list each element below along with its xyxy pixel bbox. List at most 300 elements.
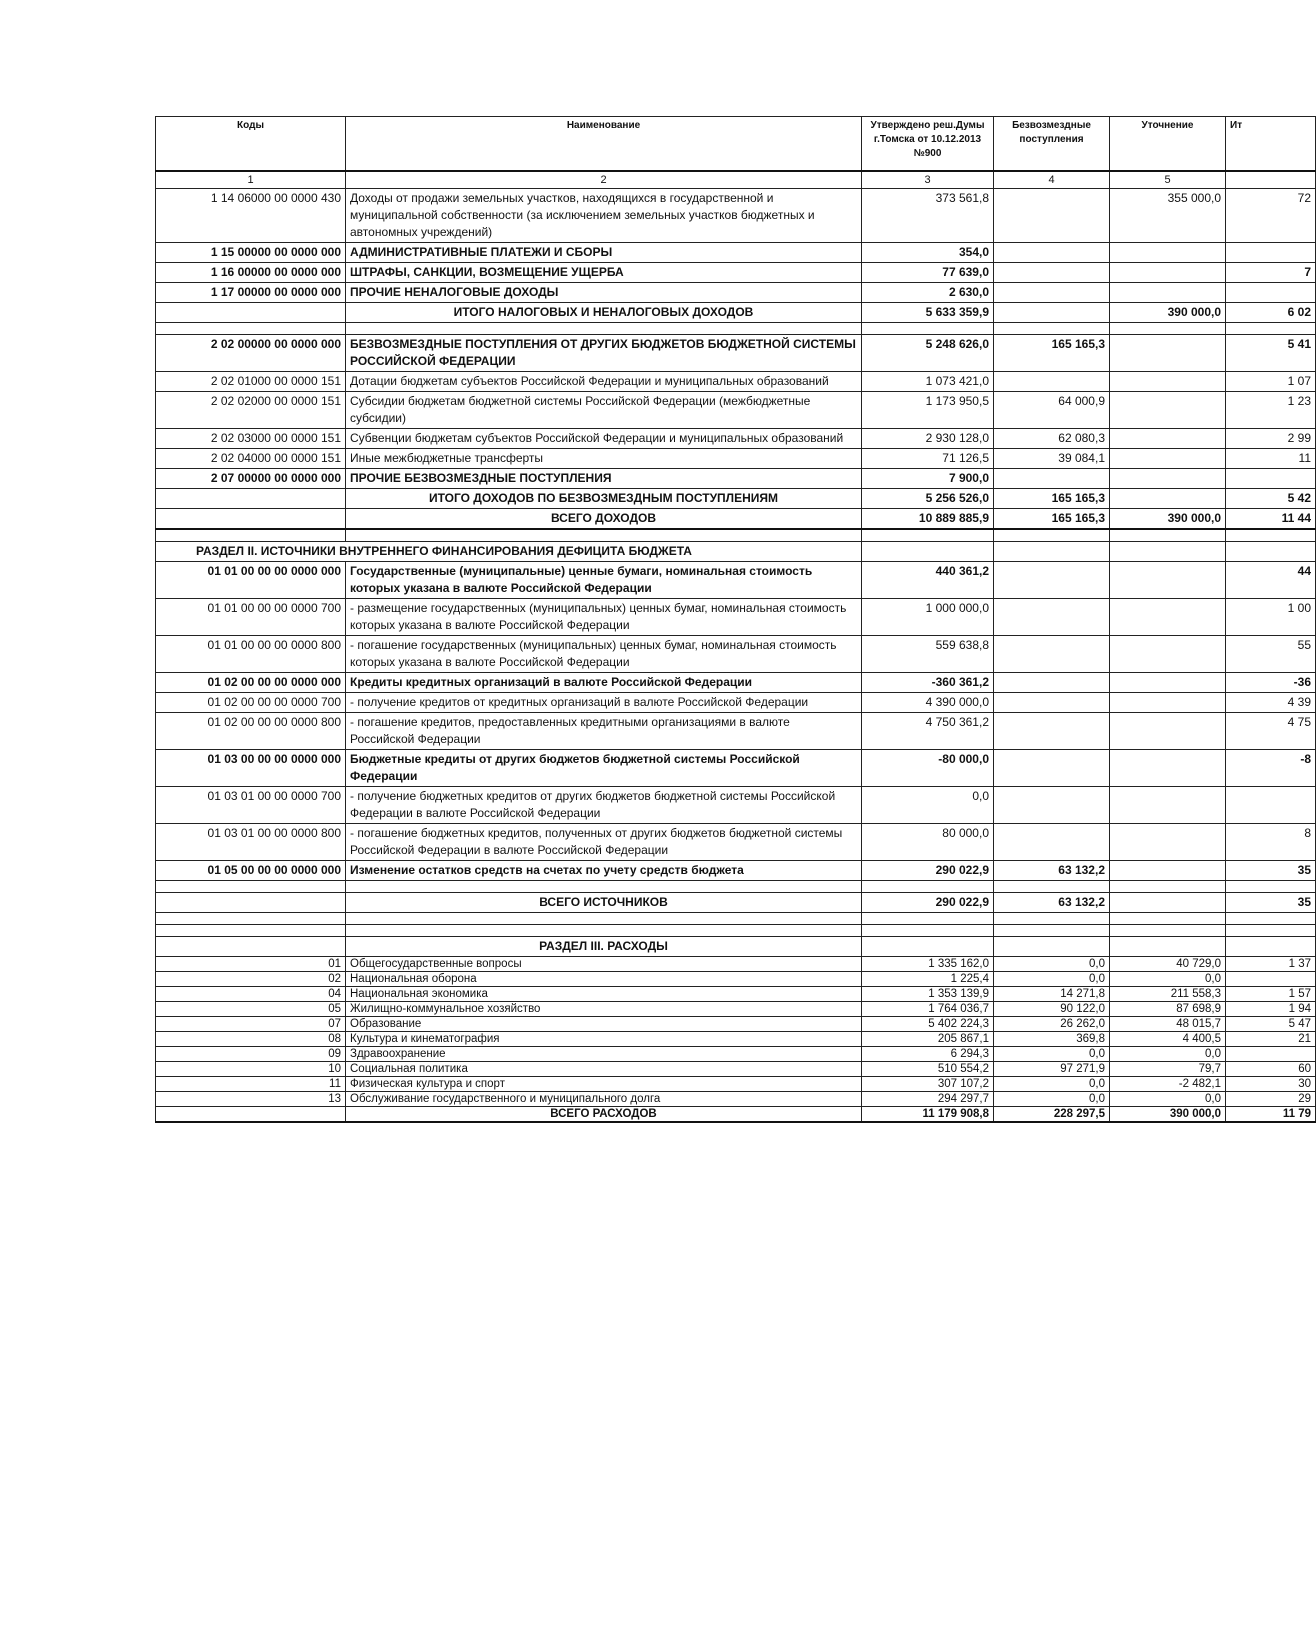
total-approved-value: 5 633 359,9: [862, 303, 994, 323]
row-clarification-value: 79,7: [1110, 1062, 1226, 1077]
row-name: Государственные (муниципальные) ценные бумаги, номинальная стоимость которых указана в валюте Российской Федерации: [346, 562, 862, 599]
row-code: 02: [156, 972, 346, 987]
section-empty-cell: [1110, 937, 1226, 957]
row-gratuitous-value: [994, 283, 1110, 303]
row-code: 10: [156, 1062, 346, 1077]
spacer-cell: [1226, 913, 1316, 925]
total-gratuitous-value: 228 297,5: [994, 1107, 1110, 1123]
row-code: 01 03 01 00 00 0000 700: [156, 787, 346, 824]
row-total-value: 55: [1226, 636, 1316, 673]
row-approved-value: 71 126,5: [862, 449, 994, 469]
row-clarification-value: [1110, 392, 1226, 429]
row-name: АДМИНИСТРАТИВНЫЕ ПЛАТЕЖИ И СБОРЫ: [346, 243, 862, 263]
row-name: ШТРАФЫ, САНКЦИИ, ВОЗМЕЩЕНИЕ УЩЕРБА: [346, 263, 862, 283]
budget-table-sheet: [155, 116, 1311, 1123]
row-approved-value: 4 390 000,0: [862, 693, 994, 713]
spacer-row: [156, 529, 1316, 542]
spacer-cell: [346, 913, 862, 925]
section-heading-row: [156, 937, 1316, 957]
total-total-value: 6 02: [1226, 303, 1316, 323]
total-clarification-value: [1110, 489, 1226, 509]
header-name: Наименование: [346, 117, 862, 172]
total-gratuitous-value: 165 165,3: [994, 509, 1110, 530]
row-approved-value: 80 000,0: [862, 824, 994, 861]
table-row: [156, 599, 1316, 636]
spacer-cell: [862, 529, 994, 542]
row-name: Иные межбюджетные трансферты: [346, 449, 862, 469]
row-code: 01 01 00 00 00 0000 700: [156, 599, 346, 636]
spacer-cell: [994, 323, 1110, 335]
spacer-cell: [1226, 925, 1316, 937]
spacer-row: [156, 323, 1316, 335]
total-gratuitous-value: 165 165,3: [994, 489, 1110, 509]
row-code: 1 15 00000 00 0000 000: [156, 243, 346, 263]
row-gratuitous-value: 64 000,9: [994, 392, 1110, 429]
row-approved-value: 2 630,0: [862, 283, 994, 303]
row-approved-value: 1 335 162,0: [862, 957, 994, 972]
total-total-value: 11 44: [1226, 509, 1316, 530]
table-row: [156, 1047, 1316, 1062]
total-approved-value: 10 889 885,9: [862, 509, 994, 530]
row-approved-value: 440 361,2: [862, 562, 994, 599]
section-empty-cell: [1226, 937, 1316, 957]
row-code: 2 07 00000 00 0000 000: [156, 469, 346, 489]
row-clarification-value: [1110, 787, 1226, 824]
table-row: [156, 750, 1316, 787]
row-gratuitous-value: [994, 243, 1110, 263]
row-gratuitous-value: [994, 787, 1110, 824]
total-row: [156, 893, 1316, 913]
row-clarification-value: [1110, 599, 1226, 636]
spacer-cell: [346, 323, 862, 335]
table-row: [156, 824, 1316, 861]
row-approved-value: 4 750 361,2: [862, 713, 994, 750]
row-total-value: 44: [1226, 562, 1316, 599]
total-code: [156, 489, 346, 509]
row-total-value: 2 99: [1226, 429, 1316, 449]
table-row: [156, 283, 1316, 303]
row-code: 08: [156, 1032, 346, 1047]
table-row: [156, 861, 1316, 881]
table-row: [156, 469, 1316, 489]
row-code: 01 02 00 00 00 0000 000: [156, 673, 346, 693]
total-approved-value: 5 256 526,0: [862, 489, 994, 509]
section-empty-cell: [862, 937, 994, 957]
spacer-cell: [346, 925, 862, 937]
row-approved-value: 354,0: [862, 243, 994, 263]
row-total-value: 21: [1226, 1032, 1316, 1047]
row-clarification-value: 0,0: [1110, 1047, 1226, 1062]
row-gratuitous-value: [994, 750, 1110, 787]
table-row: [156, 189, 1316, 243]
row-code: 04: [156, 987, 346, 1002]
section-empty-cell: [1110, 542, 1226, 562]
row-approved-value: 307 107,2: [862, 1077, 994, 1092]
row-name: Общегосударственные вопросы: [346, 957, 862, 972]
spacer-cell: [156, 925, 346, 937]
row-gratuitous-value: [994, 189, 1110, 243]
table-row: [156, 693, 1316, 713]
row-clarification-value: [1110, 429, 1226, 449]
spacer-cell: [862, 925, 994, 937]
row-gratuitous-value: [994, 713, 1110, 750]
row-code: 01 05 00 00 00 0000 000: [156, 861, 346, 881]
total-approved-value: 290 022,9: [862, 893, 994, 913]
total-code: [156, 893, 346, 913]
table-row: [156, 335, 1316, 372]
row-code: 2 02 02000 00 0000 151: [156, 392, 346, 429]
section-code: [156, 937, 346, 957]
row-clarification-value: [1110, 824, 1226, 861]
section-empty-cell: [862, 542, 994, 562]
row-total-value: -36: [1226, 673, 1316, 693]
total-gratuitous-value: [994, 303, 1110, 323]
row-name: - погашение государственных (муниципальных) ценных бумаг, номинальная стоимость которых указана в валюте Российской Федерации: [346, 636, 862, 673]
row-approved-value: 6 294,3: [862, 1047, 994, 1062]
spacer-row: [156, 925, 1316, 937]
header-total: Ит: [1226, 117, 1316, 172]
row-gratuitous-value: 14 271,8: [994, 987, 1110, 1002]
total-clarification-value: 390 000,0: [1110, 1107, 1226, 1123]
row-approved-value: 1 353 139,9: [862, 987, 994, 1002]
row-total-value: 1 07: [1226, 372, 1316, 392]
section-empty-cell: [994, 937, 1110, 957]
table-row: [156, 636, 1316, 673]
row-total-value: 1 23: [1226, 392, 1316, 429]
row-total-value: 30: [1226, 1077, 1316, 1092]
row-clarification-value: 0,0: [1110, 972, 1226, 987]
row-gratuitous-value: [994, 673, 1110, 693]
row-name: Субсидии бюджетам бюджетной системы Российской Федерации (межбюджетные субсидии): [346, 392, 862, 429]
row-name: Дотации бюджетам субъектов Российской Федерации и муниципальных образований: [346, 372, 862, 392]
header-clarification: Уточнение: [1110, 117, 1226, 172]
row-code: 2 02 04000 00 0000 151: [156, 449, 346, 469]
spacer-cell: [1110, 925, 1226, 937]
row-total-value: 1 00: [1226, 599, 1316, 636]
row-code: 05: [156, 1002, 346, 1017]
row-total-value: [1226, 243, 1316, 263]
row-name: Доходы от продажи земельных участков, находящихся в государственной и муниципальной собственности (за исключением земельных участков бюджетных и автономных учреждений): [346, 189, 862, 243]
row-total-value: 1 37: [1226, 957, 1316, 972]
row-clarification-value: 211 558,3: [1110, 987, 1226, 1002]
row-total-value: 35: [1226, 861, 1316, 881]
row-gratuitous-value: 165 165,3: [994, 335, 1110, 372]
row-gratuitous-value: 39 084,1: [994, 449, 1110, 469]
row-total-value: 11: [1226, 449, 1316, 469]
row-approved-value: 0,0: [862, 787, 994, 824]
total-row: [156, 1107, 1316, 1123]
row-total-value: -8: [1226, 750, 1316, 787]
row-approved-value: 2 930 128,0: [862, 429, 994, 449]
total-clarification-value: 390 000,0: [1110, 303, 1226, 323]
total-label: ВСЕГО ИСТОЧНИКОВ: [346, 893, 862, 913]
table-row: [156, 372, 1316, 392]
total-clarification-value: [1110, 893, 1226, 913]
section-empty-cell: [994, 542, 1110, 562]
row-code: 01 03 01 00 00 0000 800: [156, 824, 346, 861]
section-heading-row: [156, 542, 1316, 562]
header-codes: Коды: [156, 117, 346, 172]
total-row: [156, 509, 1316, 530]
row-clarification-value: [1110, 283, 1226, 303]
table-row: [156, 1077, 1316, 1092]
row-approved-value: 5 248 626,0: [862, 335, 994, 372]
row-clarification-value: 355 000,0: [1110, 189, 1226, 243]
row-code: 07: [156, 1017, 346, 1032]
row-gratuitous-value: [994, 636, 1110, 673]
row-clarification-value: [1110, 693, 1226, 713]
row-clarification-value: [1110, 750, 1226, 787]
row-total-value: [1226, 469, 1316, 489]
section-empty-cell: [1226, 542, 1316, 562]
budget-table: [155, 116, 1316, 1123]
header-row: [156, 117, 1316, 172]
table-row: [156, 1002, 1316, 1017]
row-clarification-value: [1110, 243, 1226, 263]
row-name: Образование: [346, 1017, 862, 1032]
row-gratuitous-value: 97 271,9: [994, 1062, 1110, 1077]
spacer-cell: [156, 529, 346, 542]
total-row: [156, 489, 1316, 509]
row-approved-value: 5 402 224,3: [862, 1017, 994, 1032]
spacer-cell: [1226, 881, 1316, 893]
row-name: Изменение остатков средств на счетах по учету средств бюджета: [346, 861, 862, 881]
row-clarification-value: 40 729,0: [1110, 957, 1226, 972]
column-number: 3: [862, 171, 994, 189]
row-total-value: 29: [1226, 1092, 1316, 1107]
row-name: - размещение государственных (муниципальных) ценных бумаг, номинальная стоимость которых указана в валюте Российской Федерации: [346, 599, 862, 636]
row-code: 1 14 06000 00 0000 430: [156, 189, 346, 243]
total-total-value: 35: [1226, 893, 1316, 913]
spacer-cell: [1110, 323, 1226, 335]
total-total-value: 11 79: [1226, 1107, 1316, 1123]
row-gratuitous-value: [994, 693, 1110, 713]
table-row: [156, 987, 1316, 1002]
total-row: [156, 303, 1316, 323]
row-approved-value: 294 297,7: [862, 1092, 994, 1107]
column-number: 2: [346, 171, 862, 189]
table-row: [156, 1017, 1316, 1032]
row-approved-value: 7 900,0: [862, 469, 994, 489]
spacer-cell: [994, 529, 1110, 542]
row-approved-value: 1 173 950,5: [862, 392, 994, 429]
spacer-cell: [862, 881, 994, 893]
row-name: - получение бюджетных кредитов от других бюджетов бюджетной системы Российской Федерации в валюте Российской Федерации: [346, 787, 862, 824]
table-row: [156, 449, 1316, 469]
table-row: [156, 972, 1316, 987]
row-code: 01 02 00 00 00 0000 800: [156, 713, 346, 750]
row-clarification-value: [1110, 372, 1226, 392]
row-name: ПРОЧИЕ НЕНАЛОГОВЫЕ ДОХОДЫ: [346, 283, 862, 303]
spacer-cell: [156, 881, 346, 893]
total-label: ВСЕГО РАСХОДОВ: [346, 1107, 862, 1123]
column-number: [1226, 171, 1316, 189]
row-approved-value: -360 361,2: [862, 673, 994, 693]
row-code: 2 02 01000 00 0000 151: [156, 372, 346, 392]
column-number: 1: [156, 171, 346, 189]
table-row: [156, 392, 1316, 429]
row-clarification-value: [1110, 713, 1226, 750]
row-approved-value: 205 867,1: [862, 1032, 994, 1047]
row-code: 01 01 00 00 00 0000 000: [156, 562, 346, 599]
row-name: Социальная политика: [346, 1062, 862, 1077]
row-clarification-value: [1110, 636, 1226, 673]
row-approved-value: 290 022,9: [862, 861, 994, 881]
row-clarification-value: 87 698,9: [1110, 1002, 1226, 1017]
row-code: 01 03 00 00 00 0000 000: [156, 750, 346, 787]
table-row: [156, 1062, 1316, 1077]
total-label: ИТОГО НАЛОГОВЫХ И НЕНАЛОГОВЫХ ДОХОДОВ: [346, 303, 862, 323]
row-code: 2 02 03000 00 0000 151: [156, 429, 346, 449]
row-clarification-value: [1110, 469, 1226, 489]
row-code: 2 02 00000 00 0000 000: [156, 335, 346, 372]
row-clarification-value: [1110, 673, 1226, 693]
row-gratuitous-value: 0,0: [994, 1077, 1110, 1092]
total-approved-value: 11 179 908,8: [862, 1107, 994, 1123]
row-gratuitous-value: 0,0: [994, 1047, 1110, 1062]
row-code: 1 16 00000 00 0000 000: [156, 263, 346, 283]
column-number: 4: [994, 171, 1110, 189]
row-name: Здравоохранение: [346, 1047, 862, 1062]
row-code: 09: [156, 1047, 346, 1062]
row-name: ПРОЧИЕ БЕЗВОЗМЕЗДНЫЕ ПОСТУПЛЕНИЯ: [346, 469, 862, 489]
table-row: [156, 787, 1316, 824]
table-row: [156, 429, 1316, 449]
section-title: РАЗДЕЛ II. ИСТОЧНИКИ ВНУТРЕННЕГО ФИНАНСИРОВАНИЯ ДЕФИЦИТА БЮДЖЕТА: [156, 542, 862, 562]
total-clarification-value: 390 000,0: [1110, 509, 1226, 530]
row-total-value: 60: [1226, 1062, 1316, 1077]
row-gratuitous-value: 62 080,3: [994, 429, 1110, 449]
spacer-cell: [1110, 881, 1226, 893]
row-total-value: 4 39: [1226, 693, 1316, 713]
row-code: 01 02 00 00 00 0000 700: [156, 693, 346, 713]
row-name: Физическая культура и спорт: [346, 1077, 862, 1092]
table-row: [156, 243, 1316, 263]
row-clarification-value: 4 400,5: [1110, 1032, 1226, 1047]
spacer-row: [156, 881, 1316, 893]
row-code: 11: [156, 1077, 346, 1092]
table-row: [156, 263, 1316, 283]
table-row: [156, 713, 1316, 750]
row-gratuitous-value: [994, 562, 1110, 599]
row-name: БЕЗВОЗМЕЗДНЫЕ ПОСТУПЛЕНИЯ ОТ ДРУГИХ БЮДЖЕТОВ БЮДЖЕТНОЙ СИСТЕМЫ РОССИЙСКОЙ ФЕДЕРАЦИИ: [346, 335, 862, 372]
spacer-cell: [1110, 529, 1226, 542]
total-code: [156, 303, 346, 323]
total-gratuitous-value: 63 132,2: [994, 893, 1110, 913]
table-row: [156, 957, 1316, 972]
row-total-value: 72: [1226, 189, 1316, 243]
row-name: - погашение кредитов, предоставленных кредитными организациями в валюте Российской Федерации: [346, 713, 862, 750]
row-total-value: 8: [1226, 824, 1316, 861]
row-total-value: 1 94: [1226, 1002, 1316, 1017]
column-number: 5: [1110, 171, 1226, 189]
row-total-value: [1226, 972, 1316, 987]
spacer-cell: [1226, 323, 1316, 335]
column-number-row: [156, 171, 1316, 189]
row-gratuitous-value: 26 262,0: [994, 1017, 1110, 1032]
row-name: Субвенции бюджетам субъектов Российской Федерации и муниципальных образований: [346, 429, 862, 449]
row-gratuitous-value: [994, 824, 1110, 861]
row-gratuitous-value: [994, 469, 1110, 489]
row-name: Национальная экономика: [346, 987, 862, 1002]
row-code: 1 17 00000 00 0000 000: [156, 283, 346, 303]
spacer-row: [156, 913, 1316, 925]
row-gratuitous-value: 90 122,0: [994, 1002, 1110, 1017]
table-row: [156, 562, 1316, 599]
row-clarification-value: [1110, 449, 1226, 469]
row-name: Жилищно-коммунальное хозяйство: [346, 1002, 862, 1017]
row-approved-value: 77 639,0: [862, 263, 994, 283]
table-row: [156, 1092, 1316, 1107]
row-approved-value: 373 561,8: [862, 189, 994, 243]
row-total-value: 4 75: [1226, 713, 1316, 750]
section-title: РАЗДЕЛ III. РАСХОДЫ: [346, 937, 862, 957]
table-row: [156, 673, 1316, 693]
row-code: 01 01 00 00 00 0000 800: [156, 636, 346, 673]
spacer-cell: [994, 925, 1110, 937]
row-code: 13: [156, 1092, 346, 1107]
spacer-cell: [346, 881, 862, 893]
spacer-cell: [862, 913, 994, 925]
spacer-cell: [994, 881, 1110, 893]
row-total-value: 7: [1226, 263, 1316, 283]
row-total-value: [1226, 787, 1316, 824]
row-total-value: 1 57: [1226, 987, 1316, 1002]
row-gratuitous-value: 369,8: [994, 1032, 1110, 1047]
row-name: Обслуживание государственного и муниципального долга: [346, 1092, 862, 1107]
total-label: ВСЕГО ДОХОДОВ: [346, 509, 862, 530]
row-approved-value: 559 638,8: [862, 636, 994, 673]
spacer-cell: [346, 529, 862, 542]
header-gratuitous: Безвозмездные поступления: [994, 117, 1110, 172]
total-code: [156, 1107, 346, 1123]
row-clarification-value: 48 015,7: [1110, 1017, 1226, 1032]
spacer-cell: [994, 913, 1110, 925]
row-total-value: [1226, 1047, 1316, 1062]
row-clarification-value: -2 482,1: [1110, 1077, 1226, 1092]
row-clarification-value: [1110, 861, 1226, 881]
row-gratuitous-value: 0,0: [994, 957, 1110, 972]
spacer-cell: [156, 913, 346, 925]
row-total-value: 5 41: [1226, 335, 1316, 372]
row-clarification-value: [1110, 263, 1226, 283]
row-gratuitous-value: 63 132,2: [994, 861, 1110, 881]
total-label: ИТОГО ДОХОДОВ ПО БЕЗВОЗМЕЗДНЫМ ПОСТУПЛЕНИЯМ: [346, 489, 862, 509]
row-gratuitous-value: [994, 372, 1110, 392]
row-clarification-value: [1110, 562, 1226, 599]
row-gratuitous-value: 0,0: [994, 1092, 1110, 1107]
row-approved-value: -80 000,0: [862, 750, 994, 787]
row-clarification-value: 0,0: [1110, 1092, 1226, 1107]
row-approved-value: 1 764 036,7: [862, 1002, 994, 1017]
row-name: Бюджетные кредиты от других бюджетов бюджетной системы Российской Федерации: [346, 750, 862, 787]
header-approved: Утверждено реш.Думы г.Томска от 10.12.2013 №900: [862, 117, 994, 172]
table-row: [156, 1032, 1316, 1047]
spacer-cell: [1226, 529, 1316, 542]
row-clarification-value: [1110, 335, 1226, 372]
row-name: Национальная оборона: [346, 972, 862, 987]
spacer-cell: [1110, 913, 1226, 925]
row-approved-value: 1 225,4: [862, 972, 994, 987]
row-name: - погашение бюджетных кредитов, полученных от других бюджетов бюджетной системы Российской Федерации в валюте Российской Федерации: [346, 824, 862, 861]
row-approved-value: 1 073 421,0: [862, 372, 994, 392]
row-total-value: [1226, 283, 1316, 303]
row-name: Культура и кинематография: [346, 1032, 862, 1047]
spacer-cell: [862, 323, 994, 335]
total-code: [156, 509, 346, 530]
row-approved-value: 510 554,2: [862, 1062, 994, 1077]
row-name: Кредиты кредитных организаций в валюте Российской Федерации: [346, 673, 862, 693]
